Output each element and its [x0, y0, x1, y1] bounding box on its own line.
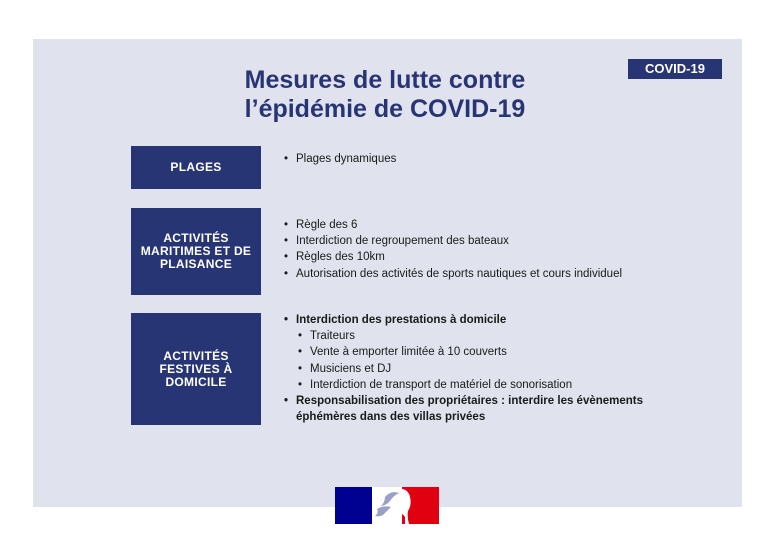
list-sub-item: • Vente à emporter limitée à 10 couverts [283, 344, 646, 360]
festive-list [283, 312, 646, 425]
list-item-main: • Interdiction des prestations à domicile [283, 312, 646, 328]
list-item: • Règles des 10km [283, 249, 622, 265]
plages-list [283, 151, 396, 167]
list-item-final: • Responsabilisation des propriétaires : interdire les évènements éphémères dans des villas privées [283, 393, 646, 425]
section-label-text: ACTIVITÉS FESTIVES À DOMICILE [159, 348, 233, 389]
flag-blue-band [335, 487, 372, 524]
covid-badge: COVID-19 [628, 59, 722, 79]
list-item: • Plages dynamiques [283, 151, 396, 167]
title-line-1: Mesures de lutte contre [244, 66, 526, 94]
section-label-maritime [131, 208, 261, 295]
marianne-logo-icon [335, 487, 439, 524]
title-line-2: l’épidémie de COVID-19 [244, 95, 526, 123]
maritime-list [283, 217, 622, 282]
list-item: • Règle des 6 [283, 217, 622, 233]
list-item: • Interdiction de regroupement des bateaux [283, 233, 622, 249]
list-sub-item: • Traiteurs [283, 328, 646, 344]
list-sub-item: • Musiciens et DJ [283, 361, 646, 377]
section-label-festive [131, 313, 261, 425]
section-label-text: ACTIVITÉS MARITIMES ET DE PLAISANCE [140, 231, 252, 271]
page-title [130, 66, 640, 124]
list-item: • Autorisation des activités de sports nautiques et cours individuel [283, 266, 622, 282]
section-label-plages [131, 146, 261, 189]
section-label-text: PLAGES [170, 160, 222, 174]
list-sub-item: • Interdiction de transport de matériel de sonorisation [283, 377, 646, 393]
